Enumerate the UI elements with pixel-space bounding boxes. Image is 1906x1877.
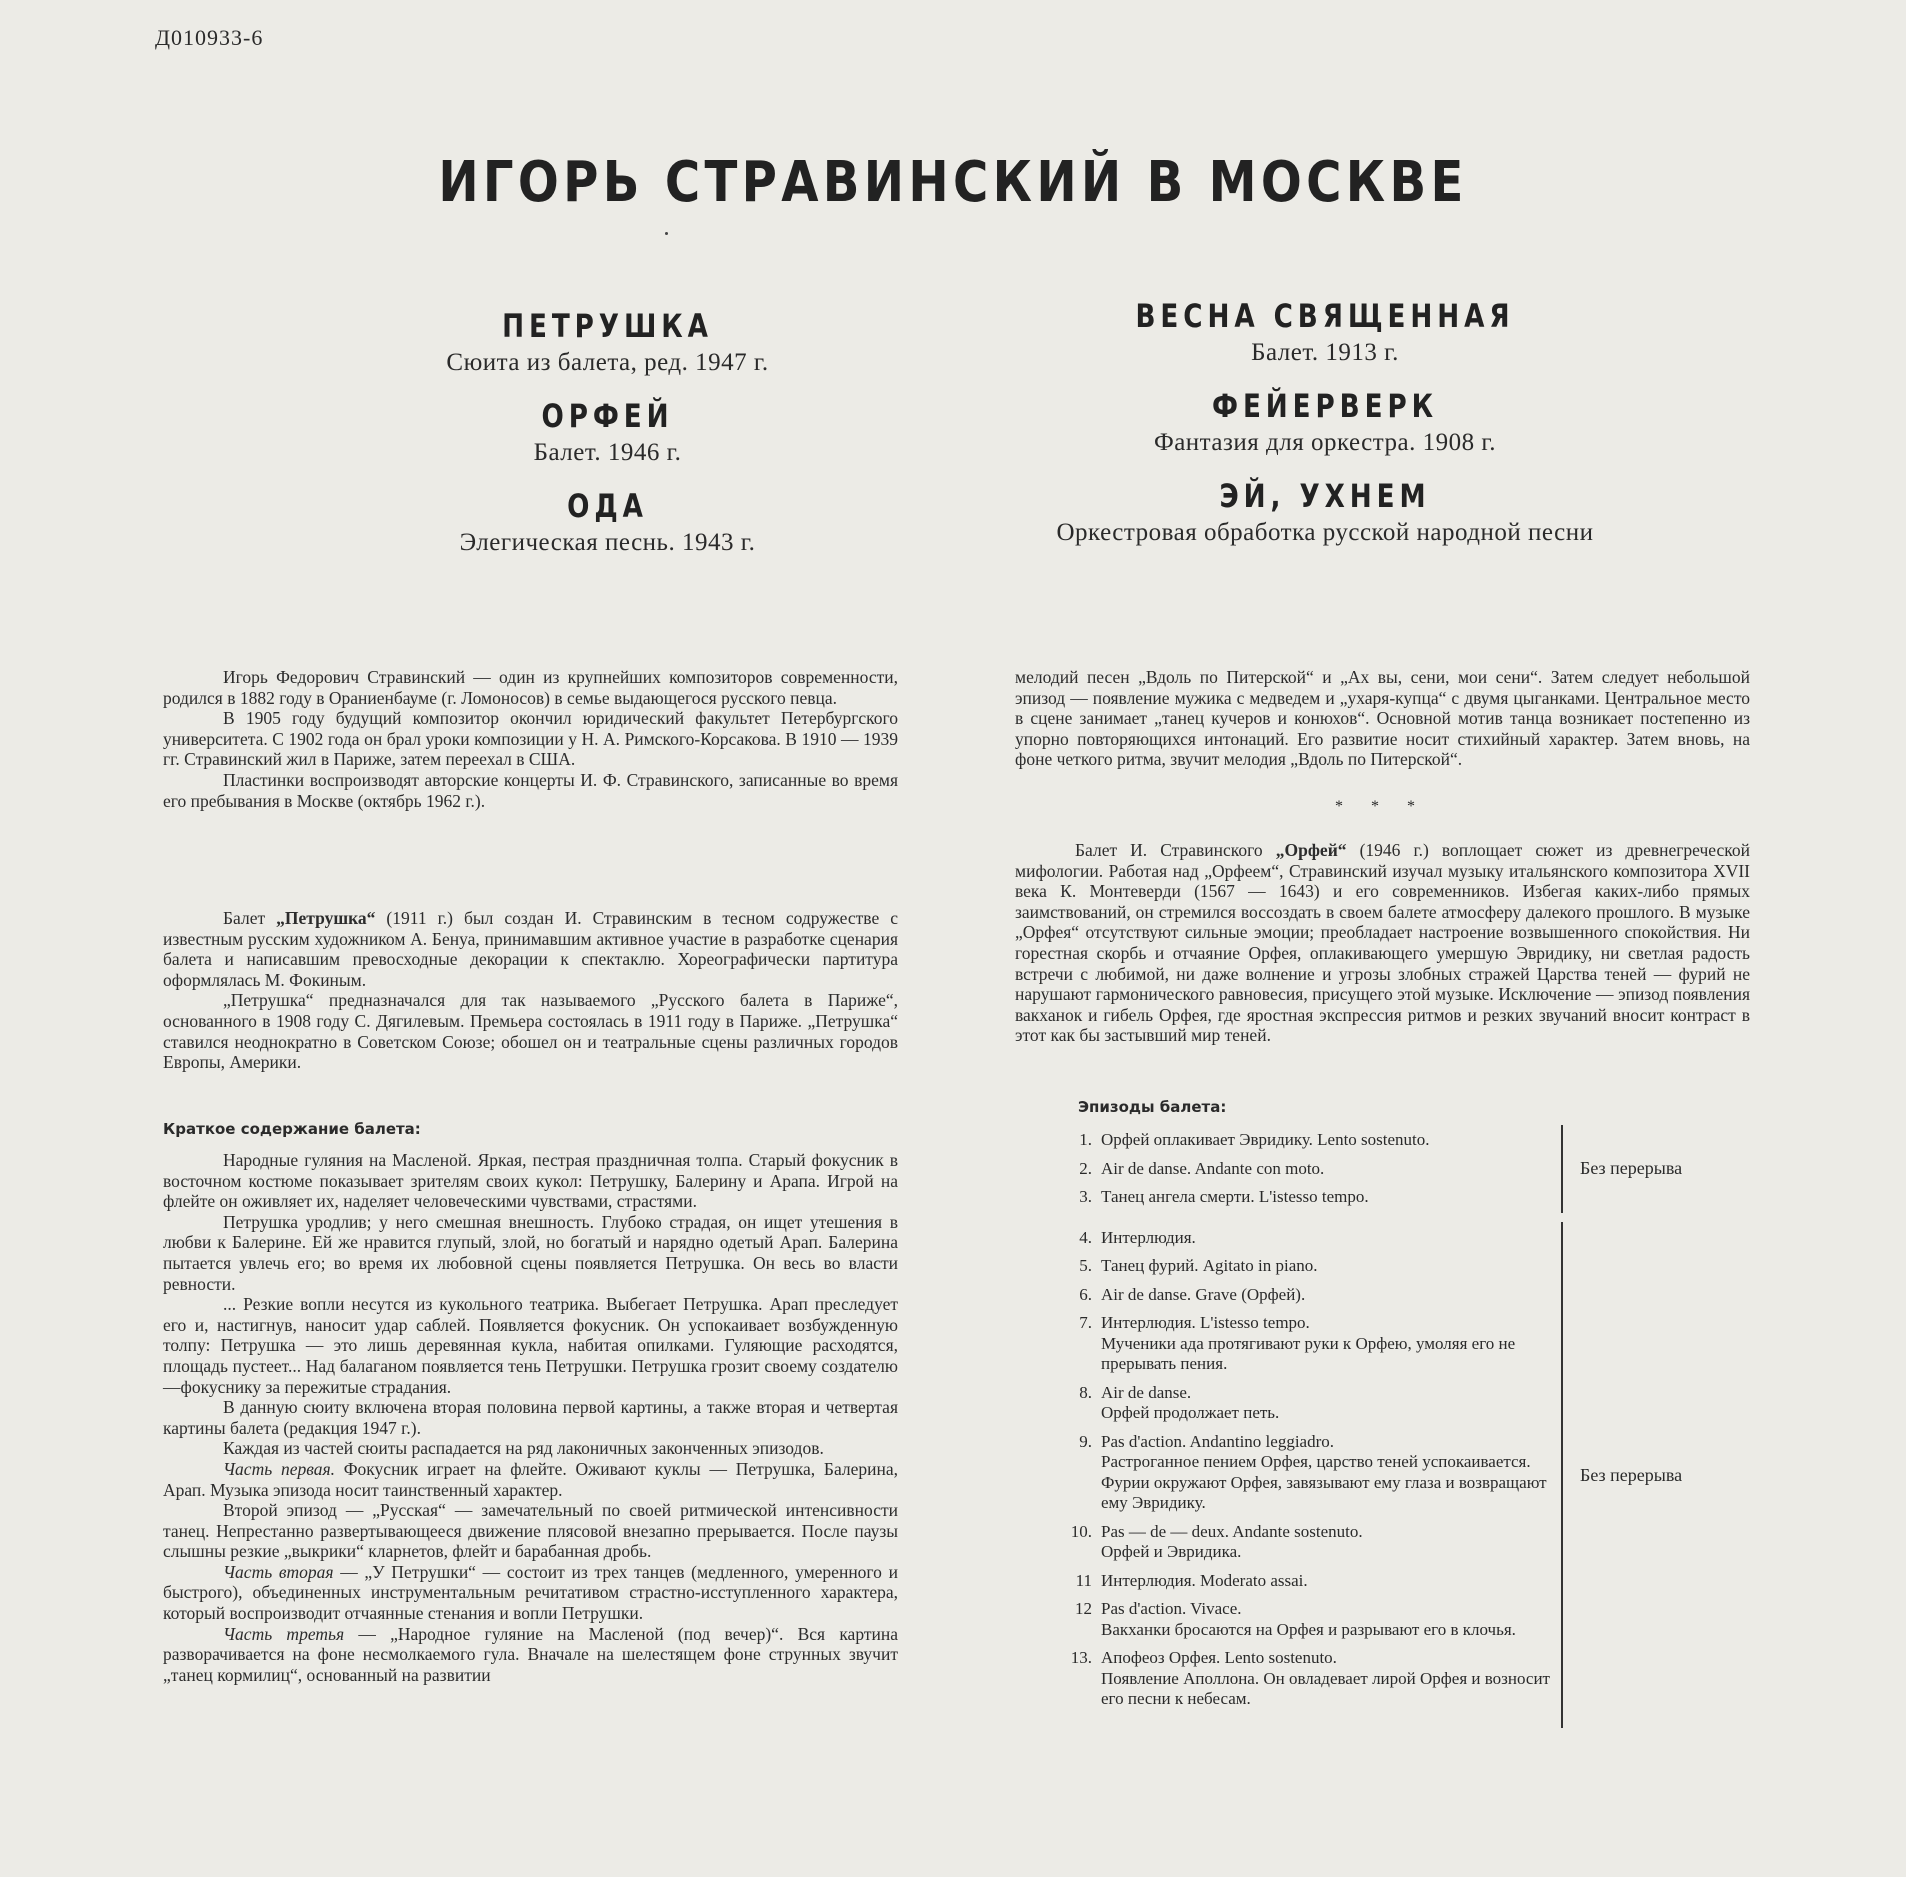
summary-paragraph: Каждая из частей сюиты распадается на ряд лаконичных законченных эпизодов. (223, 1438, 824, 1459)
episodes-heading: Эпизоды балета: (1078, 1098, 1227, 1116)
part-label: Часть вторая (223, 1561, 334, 1582)
episodes-list (1065, 1130, 1565, 1718)
episode-title: Интерлюдия. Moderato assai. (1101, 1570, 1308, 1590)
summary-paragraph: Народные гуляния на Масленой. Яркая, пестрая праздничная толпа. Старый фокусник в восточном костюме показывает зрителям своих кукол: Петрушку, Балерину и Арапа. Игрой на флейте он оживляет их, наделяет человеческими чувствами, страстями. (163, 1150, 898, 1212)
work-subtitle: Фантазия для оркестра. 1908 г. (1153, 429, 1497, 456)
orpheus-prefix: Балет И. Стравинского (1075, 840, 1276, 860)
episode-item (1065, 1648, 1565, 1710)
work-subtitle: Элегическая песнь. 1943 г. (459, 529, 756, 556)
work-title: ОДА (567, 487, 648, 525)
episode-number: 13. (1070, 1648, 1092, 1667)
part-text: — „У Петрушки“ — состоит из трех танцев (медленного, умеренного и быстрого), объединенных инструментальным речитативом страстно-исступленного характера, который воспроизводит отчаянные стенания и вопли Петрушки. (163, 1561, 898, 1624)
summary-paragraph: ... Резкие вопли несутся из кукольного театрика. Выбегает Петрушка. Арап преследует его и, настигнув, наносит удар саблей. Появляется фокусник. Он успокаивает возбужденную толпу: Петрушка — это лишь деревянная кукла, набитая опилками. Гуляющие расходятся, площадь пустеет... Над балаганом появляется тень Петрушки. Петрушка грозит своему создателю—фокуснику за пережитые страдания. (163, 1294, 898, 1397)
orpheus-text (1015, 840, 1750, 1046)
episode-number: 11 (1075, 1570, 1092, 1590)
episode-title: Орфей оплакивает Эвридику. Lento sostenuto. (1101, 1130, 1430, 1149)
episode-item (1065, 1285, 1565, 1306)
intro-paragraph: В 1905 году будущий композитор окончил юридический факультет Петербургского университета. С 1902 года он брал уроки композиции у Н. А. Римского-Корсакова. В 1910 — 1939 гг. Стравинский жил в Париже, затем переехал в США. (163, 708, 898, 770)
episode-description: Вакханки бросаются на Орфея и разрывают его в клочья. (1101, 1619, 1516, 1639)
works-left (380, 305, 835, 575)
episode-title: Pas d'action. Andantino leggiadro. (1101, 1431, 1334, 1451)
episode-item (1065, 1256, 1565, 1277)
episode-item (1065, 1159, 1565, 1180)
episode-number: 6. (1079, 1284, 1092, 1304)
episode-item (1065, 1228, 1565, 1249)
episode-title: Pas d'action. Vivace. (1101, 1599, 1242, 1618)
episode-title: Танец ангела смерти. L'istesso tempo. (1101, 1187, 1369, 1206)
summary-paragraph: Петрушка уродлив; у него смешная внешность. Глубоко страдая, он ищет утешения в любви к Балерине. Ей же нравится глупый, злой, но богатый и нарядно одетый Арап. Балерина пытается увлечь его; во время их любовной сцены появляется Петрушка. Он весь во власти ревности. (163, 1211, 898, 1294)
bracket-line-1 (1561, 1125, 1563, 1213)
petrushka-intro-rest: (1911 г.) был создан И. Стравинским в тесном содружестве с известным русским художником А. Бенуа, принимавшим активное участие в разработке сценария балета и написавшим превосходные декорации к спектаклю. Хореографически партитура оформлялась М. Фокиным. (163, 908, 898, 990)
episode-description: Орфей и Эвридика. (1101, 1542, 1242, 1561)
episode-text-wrap (1101, 1130, 1565, 1151)
episode-title: Интерлюдия. L'istesso tempo. (1101, 1313, 1310, 1332)
episode-text-wrap (1101, 1648, 1565, 1710)
episode-title: Pas — de — deux. Andante sostenuto. (1101, 1521, 1363, 1541)
episode-text-wrap (1101, 1571, 1565, 1592)
episode-text-wrap (1101, 1599, 1565, 1640)
episode-text-wrap (1101, 1159, 1565, 1180)
work-title: ОРФЕЙ (541, 397, 674, 435)
part-label: Часть третья (223, 1623, 345, 1644)
episode-item (1065, 1571, 1565, 1592)
episode-number: 2. (1079, 1158, 1092, 1178)
work-subtitle: Балет. 1946 г. (533, 439, 682, 466)
episodes-group-2 (1065, 1228, 1565, 1710)
works-right (1000, 295, 1650, 565)
episode-number: 1. (1079, 1130, 1092, 1149)
work-title: ЭЙ, УХНЕМ (1219, 477, 1431, 515)
summary-text (163, 1150, 898, 1685)
episode-title: Апофеоз Орфея. Lento sostenuto. (1101, 1648, 1337, 1667)
episode-text-wrap (1101, 1313, 1565, 1375)
episode-description: Мученики ада протягивают руки к Орфею, умоляя его не прерывать пения. (1101, 1333, 1516, 1373)
episode-description: Растроганное пением Орфея, царство теней успокаивается. Фурии окружают Орфея, завязывают ему глаза и возвращают ему Эвридику. (1101, 1452, 1547, 1512)
summary-paragraph: Второй эпизод — „Русская“ — замечательный по своей ритмической интенсивности танец. Непрестанно развертывающееся движение плясовой внезапно прерывается. После паузы слышны резкие „выкрики“ кларнетов, флейт и барабанная дробь. (163, 1500, 898, 1562)
episode-number: 9. (1079, 1431, 1092, 1451)
episode-title: Танец фурий. Agitato in piano. (1101, 1256, 1318, 1275)
episode-item (1065, 1522, 1565, 1563)
intro-text (163, 667, 898, 811)
petrushka-text (163, 908, 898, 1073)
episode-text-wrap (1101, 1383, 1565, 1424)
episode-number: 8. (1079, 1382, 1092, 1402)
episode-title: Air de danse. Grave (Орфей). (1101, 1284, 1306, 1304)
episode-number: 4. (1079, 1227, 1092, 1247)
summary-paragraph: В данную сюиту включена вторая половина первой картины, а также вторая и четвертая картины балета (редакция 1947 г.). (163, 1397, 898, 1438)
bracket-line-2 (1561, 1222, 1563, 1728)
page-title: ИГОРЬ СТРАВИНСКИЙ В МОСКВЕ (438, 150, 1468, 215)
intro-paragraph: Пластинки воспроизводят авторские концерты И. Ф. Стравинского, записанные во время его пребывания в Москве (октябрь 1962 г.). (163, 769, 898, 811)
episode-title: Интерлюдия. (1101, 1227, 1196, 1247)
episode-text-wrap (1101, 1432, 1565, 1514)
petrushka-intro-prefix: Балет (223, 908, 277, 928)
work-subtitle: Оркестровая обработка русской народной песни (1056, 519, 1594, 546)
episode-description: Появление Аполлона. Он овладевает лирой Орфея и возносит его песни к небесам. (1101, 1668, 1550, 1708)
episode-item (1065, 1432, 1565, 1514)
episode-number: 12 (1075, 1599, 1092, 1618)
intro-paragraph: Игорь Федорович Стравинский — один из крупнейших композиторов современности, родился в 1882 году в Ораниенбауме (г. Ломоносов) в семье выдающегося русского певца. (163, 667, 898, 708)
petrushka-title-inline: „Петрушка“ (276, 908, 376, 928)
episode-text-wrap (1101, 1522, 1565, 1563)
petrushka-paragraph: „Петрушка“ предназначался для так называемого „Русского балета в Париже“, основанного в 1908 году С. Дягилевым. Премьера состоялась в 1911 году в Париже. „Петрушка“ ставился неоднократно в Советском Союзе; обошел он и театральные сцены различных городов Европы, Америки. (163, 990, 898, 1073)
work-title: ПЕТРУШКА (502, 307, 713, 345)
episode-title: Air de danse. (1101, 1382, 1192, 1402)
right-top-text (1015, 667, 1750, 770)
decorative-dot (665, 232, 668, 235)
work-subtitle: Балет. 1913 г. (1251, 339, 1399, 366)
episode-number: 10. (1070, 1521, 1092, 1541)
episode-item (1065, 1599, 1565, 1640)
episode-number: 7. (1079, 1313, 1092, 1332)
episode-item (1065, 1187, 1565, 1208)
episode-text-wrap (1101, 1228, 1565, 1249)
episode-description: Орфей продолжает петь. (1101, 1403, 1280, 1422)
episode-item (1065, 1130, 1565, 1151)
section-divider: * * * (1335, 798, 1427, 815)
continuation-paragraph: мелодий песен „Вдоль по Питерской“ и „Ах вы, сени, мои сени“. Затем следует небольшой эпизод — появление мужика с медведем и „ухаря-купца“ с двумя цыганками. Центральное место в сцене занимает „танец кучеров и конюхов“. Основной мотив танца возникает постепенно из упорно повторяющихся интонаций. Его развитие носит стихийный характер. Затем вновь, на фоне четкого ритма, звучит мелодия „Вдоль по Питерской“. (1015, 667, 1750, 770)
episode-text-wrap (1101, 1187, 1565, 1208)
work-subtitle: Сюита из балета, ред. 1947 г. (446, 349, 769, 376)
episode-text-wrap (1101, 1285, 1565, 1306)
episode-item (1065, 1313, 1565, 1375)
part-label: Часть первая. (223, 1458, 335, 1479)
part-text: — „Народное гуляние на Масленой (под вечер)“. Вся картина разворачивается на фоне несмолкаемого гула. Вначале на шелестящем фоне струнных звучит „танец кормилиц“, основанный на развитии (163, 1623, 898, 1685)
work-title: ВЕСНА СВЯЩЕННАЯ (1135, 297, 1515, 335)
work-title: ФЕЙЕРВЕРК (1212, 387, 1438, 425)
part-text: Фокусник играет на флейте. Оживают куклы — Петрушка, Балерина, Арап. Музыка эпизода носит таинственный характер. (163, 1458, 898, 1500)
episode-text-wrap (1101, 1256, 1565, 1277)
episode-title: Air de danse. Andante con moto. (1101, 1158, 1325, 1178)
orpheus-title-inline: „Орфей“ (1275, 840, 1347, 860)
episode-number: 5. (1079, 1256, 1092, 1275)
episode-item (1065, 1383, 1565, 1424)
catalog-number: Д010933-6 (155, 25, 264, 50)
no-pause-label-2: Без перерыва (1580, 1465, 1683, 1485)
episodes-group-1 (1065, 1130, 1565, 1208)
episode-number: 3. (1079, 1187, 1092, 1206)
orpheus-rest: (1946 г.) воплощает сюжет из древнегреческой мифологии. Работая над „Орфеем“, Стравинский изучал музыку итальянского композитора XVII века К. Монтеверди (1567 — 1643) и его современников. Избегая каких-либо прямых заимствований, он стремился воссоздать в своем балете атмосферу далекого прошлого. В музыке „Орфея“ отсутствуют сильные эмоции; преобладает настроение возвышенного спокойствия. Ни горестная скорбь и отчаяние Орфея, оплакивающего умершую Эвридику, ни светлая радость встречи с любимой, ни даже волнение и угрозы злобных стражей Царства теней — фурий не нарушают гармонического равновесия, присущего этой музыке. Исключение — эпизод появления вакханок и гибель Орфея, где яростная экспрессия ритмов и резких звучаний вносит контраст в этот как бы застывший мир теней. (1015, 840, 1750, 1046)
no-pause-label-1: Без перерыва (1580, 1158, 1683, 1178)
summary-heading: Краткое содержание балета: (163, 1120, 421, 1138)
